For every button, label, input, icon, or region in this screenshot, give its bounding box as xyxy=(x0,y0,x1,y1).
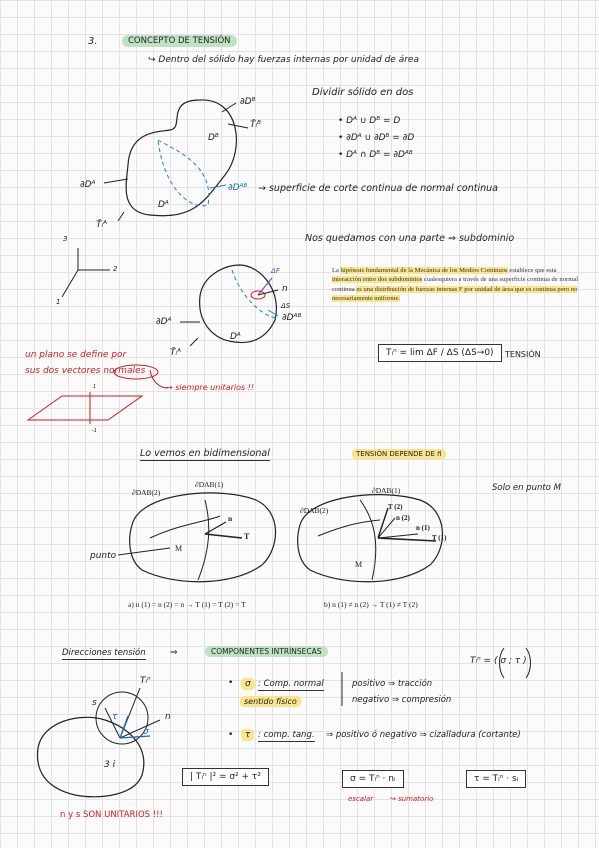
surface-note: → superficie de corte continua de normal continua xyxy=(258,183,498,194)
fig-sigma: σ xyxy=(143,727,149,737)
directions-heading: Direcciones tensión xyxy=(62,648,146,658)
plane-line1: un plano se define por xyxy=(25,350,127,360)
bidim-heading: Lo vemos en bidimensional xyxy=(140,448,270,459)
sentido-fisico: sentido físico xyxy=(240,696,301,707)
hypothesis-paragraph: La hipótesis fundamental de la Mecánica de los Medios Continuos establece que esta interacción entre dos subdominios cualesquiera a través de una superficie continua de normal continua es una distribución de fuerzas internas F por unidad de área que es continua pero no necesariamente uniforme. xyxy=(332,267,579,302)
fig-s: s xyxy=(92,698,97,708)
only-point-note: Solo en punto M xyxy=(492,483,561,493)
rule-union: • Dᴬ ∪ Dᴮ = D xyxy=(338,116,401,126)
components-title: COMPONENTES INTRÍNSECAS xyxy=(205,646,328,657)
label-dDA-fig2: ∂Dᴬ xyxy=(156,317,172,327)
axis-z: 3 xyxy=(63,235,68,243)
positive-note: positivo ⇒ tracción xyxy=(352,679,433,689)
label-dS: ΔS xyxy=(281,302,291,310)
punto-label: punto xyxy=(90,551,117,561)
fig-a-caption: a) n (1) = n (2) = n → T (1) = T (2) = T xyxy=(128,600,246,609)
label-dDA: ∂Dᴬ xyxy=(80,180,96,190)
tension-formula: Tᵢⁿ = lim ΔF / ΔS (ΔS→0) xyxy=(378,344,502,362)
section-number: 3. xyxy=(88,36,98,47)
axis-y: 2 xyxy=(113,265,118,273)
unit-vectors-note: n y s SON UNITARIOS !!! xyxy=(60,810,163,820)
fig-i: 3 i xyxy=(104,760,116,770)
fig-b-n1: n (1) xyxy=(416,524,430,532)
tau-bullet: • xyxy=(228,730,234,740)
axis-x: 1 xyxy=(56,298,61,306)
keep-part-note: Nos quedamos con una parte ⇒ subdominio xyxy=(305,233,515,244)
divide-heading: Dividir sólido en dos xyxy=(312,87,414,98)
section-title: CONCEPTO DE TENSIÓN xyxy=(122,35,237,47)
fig-a-M: M xyxy=(175,544,183,553)
fig-b-T2: T (2) xyxy=(388,503,403,511)
sumatorio-note: ↪ sumatorio xyxy=(390,795,434,803)
fig-b-caption: b) n (1) ≠ n (2) → T (1) ≠ T (2) xyxy=(324,600,418,609)
components-arrow: ⇒ xyxy=(170,648,178,658)
sigma-symbol: σ xyxy=(241,678,255,690)
label-DA-fig2: Dᴬ xyxy=(230,332,241,342)
fig-a-dDAB1: ∂DAB(1) xyxy=(195,480,224,489)
rule-intersection: • Dᴬ ∩ Dᴮ = ∂Dᴬᴮ xyxy=(338,150,413,160)
label-TiB: T̄ᵢᴮ xyxy=(250,120,261,130)
tau-note: ⇒ positivo ó negativo ⇒ cizalladura (cortante) xyxy=(326,730,521,740)
label-dDAB: ∂Dᴬᴮ xyxy=(228,183,248,193)
plane-up: 1 xyxy=(93,384,97,390)
tension-label: TENSIÓN xyxy=(505,350,541,359)
label-dF: ΔF xyxy=(271,267,280,275)
sigma-bullet: • xyxy=(228,678,234,688)
label-TiA-fig2: T̄ᵢᴬ xyxy=(170,348,181,358)
fig-tau: τ xyxy=(112,712,118,722)
label-dDB: ∂Dᴮ xyxy=(240,97,256,107)
tau-desc: : comp. tang. xyxy=(258,730,315,740)
plane-line2: sus dos vectores normales xyxy=(25,366,146,376)
tau-eq: τ = Tᵢⁿ · sᵢ xyxy=(466,770,526,788)
plane-down: -1 xyxy=(92,428,97,434)
label-DA: Dᴬ xyxy=(158,200,169,210)
escalar-note: escalar xyxy=(348,795,374,803)
fig-b-dDAB1: ∂DAB(1) xyxy=(372,486,401,495)
unit-note: → siempre unitarios !! xyxy=(166,383,255,392)
negative-note: negativo ⇒ compresión xyxy=(352,695,452,705)
intro-line: ↪ Dentro del sólido hay fuerzas internas por unidad de área xyxy=(148,55,419,65)
fig-b-dDAB2: ∂DAB(2) xyxy=(300,506,329,515)
depends-heading: TENSIÓN DEPENDE DE n⃗ xyxy=(352,449,446,459)
fig-Tin: Tᵢⁿ xyxy=(140,676,151,686)
fig-a-T: T xyxy=(244,532,250,541)
label-TiA: T̄ᵢᴬ xyxy=(96,220,107,230)
label-dDAB-fig2: ∂Dᴬᴮ xyxy=(282,313,302,323)
rule-boundary-union: • ∂Dᴬ ∪ ∂Dᴮ = ∂D xyxy=(338,133,415,143)
sigma-eq: σ = Tᵢⁿ · nᵢ xyxy=(342,770,404,788)
tension-vector: Tᵢⁿ = ( σ ; τ ) xyxy=(470,656,527,666)
label-n-fig2: n xyxy=(282,284,288,294)
fig-b-n2: n (2) xyxy=(396,514,410,522)
fig-b-M: M xyxy=(355,560,363,569)
tau-symbol: τ xyxy=(241,729,254,741)
fig-n: n xyxy=(165,712,171,722)
magnitude-eq: | Tᵢⁿ |² = σ² + τ² xyxy=(182,768,269,786)
fig-b-T1: T (1) xyxy=(432,534,447,542)
fig-a-dDAB2: ∂DAB(2) xyxy=(132,488,161,497)
sigma-desc: : Comp. normal xyxy=(258,679,324,689)
fig-a-n: n xyxy=(228,514,233,523)
label-DB: Dᴮ xyxy=(208,133,219,143)
division-rules xyxy=(338,113,414,164)
